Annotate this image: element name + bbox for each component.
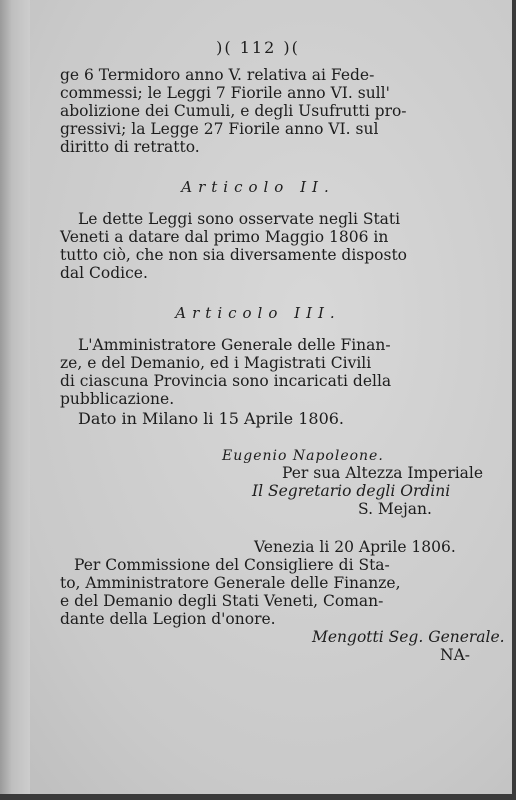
page-number: )( 112 )( [216,38,300,57]
article-heading: Articolo III. [175,304,341,322]
dated-line: Dato in Milano li 15 Aprile 1806. [78,409,345,428]
text-line: tutto ciò, che non sia diversamente disposto [60,246,408,264]
text-line: commessi; le Leggi 7 Fiorile anno VI. sull' [60,84,390,102]
text-line: gressivi; la Legge 27 Fiorile anno VI. sul [60,120,379,138]
text-line: dal Codice. [60,264,148,282]
text-line: di ciascuna Provincia sono incaricati della [60,372,392,390]
signature-line: Per sua Altezza Imperiale [282,464,484,482]
text-line: Le dette Leggi sono osservate negli Stati [78,210,401,228]
catchword: NA- [440,646,470,664]
text-line: pubblicazione. [60,390,175,408]
text-line: e del Demanio degli Stati Veneti, Coman- [60,592,384,610]
page-edge-bottom [0,794,516,800]
signature-line: S. Mejan. [358,500,432,518]
text-line: to, Amministratore Generale delle Finanze, [60,574,401,592]
text-line: dante della Legion d'onore. [60,610,276,628]
signature-name: Eugenio Napoleone. [222,448,384,464]
signature-line: Mengotti Seg. Generale. [312,628,505,646]
text-line: Per Commissione del Consigliere di Sta- [74,556,390,574]
signature-line: Il Segretario degli Ordini [252,482,451,500]
page-edge-right [512,0,516,800]
page-binding-shadow [0,0,30,800]
text-line: diritto di retratto. [60,138,200,156]
text-line: ze, e del Demanio, ed i Magistrati Civili [60,354,372,372]
dated-line: Venezia li 20 Aprile 1806. [254,538,456,556]
text-line: ge 6 Termidoro anno V. relativa ai Fede- [60,66,375,84]
text-line: Veneti a datare dal primo Maggio 1806 in [60,228,389,246]
text-line: abolizione dei Cumuli, e degli Usufrutti pro- [60,102,407,120]
article-heading: Articolo II. [181,178,335,196]
text-line: L'Amministratore Generale delle Finan- [78,336,391,354]
